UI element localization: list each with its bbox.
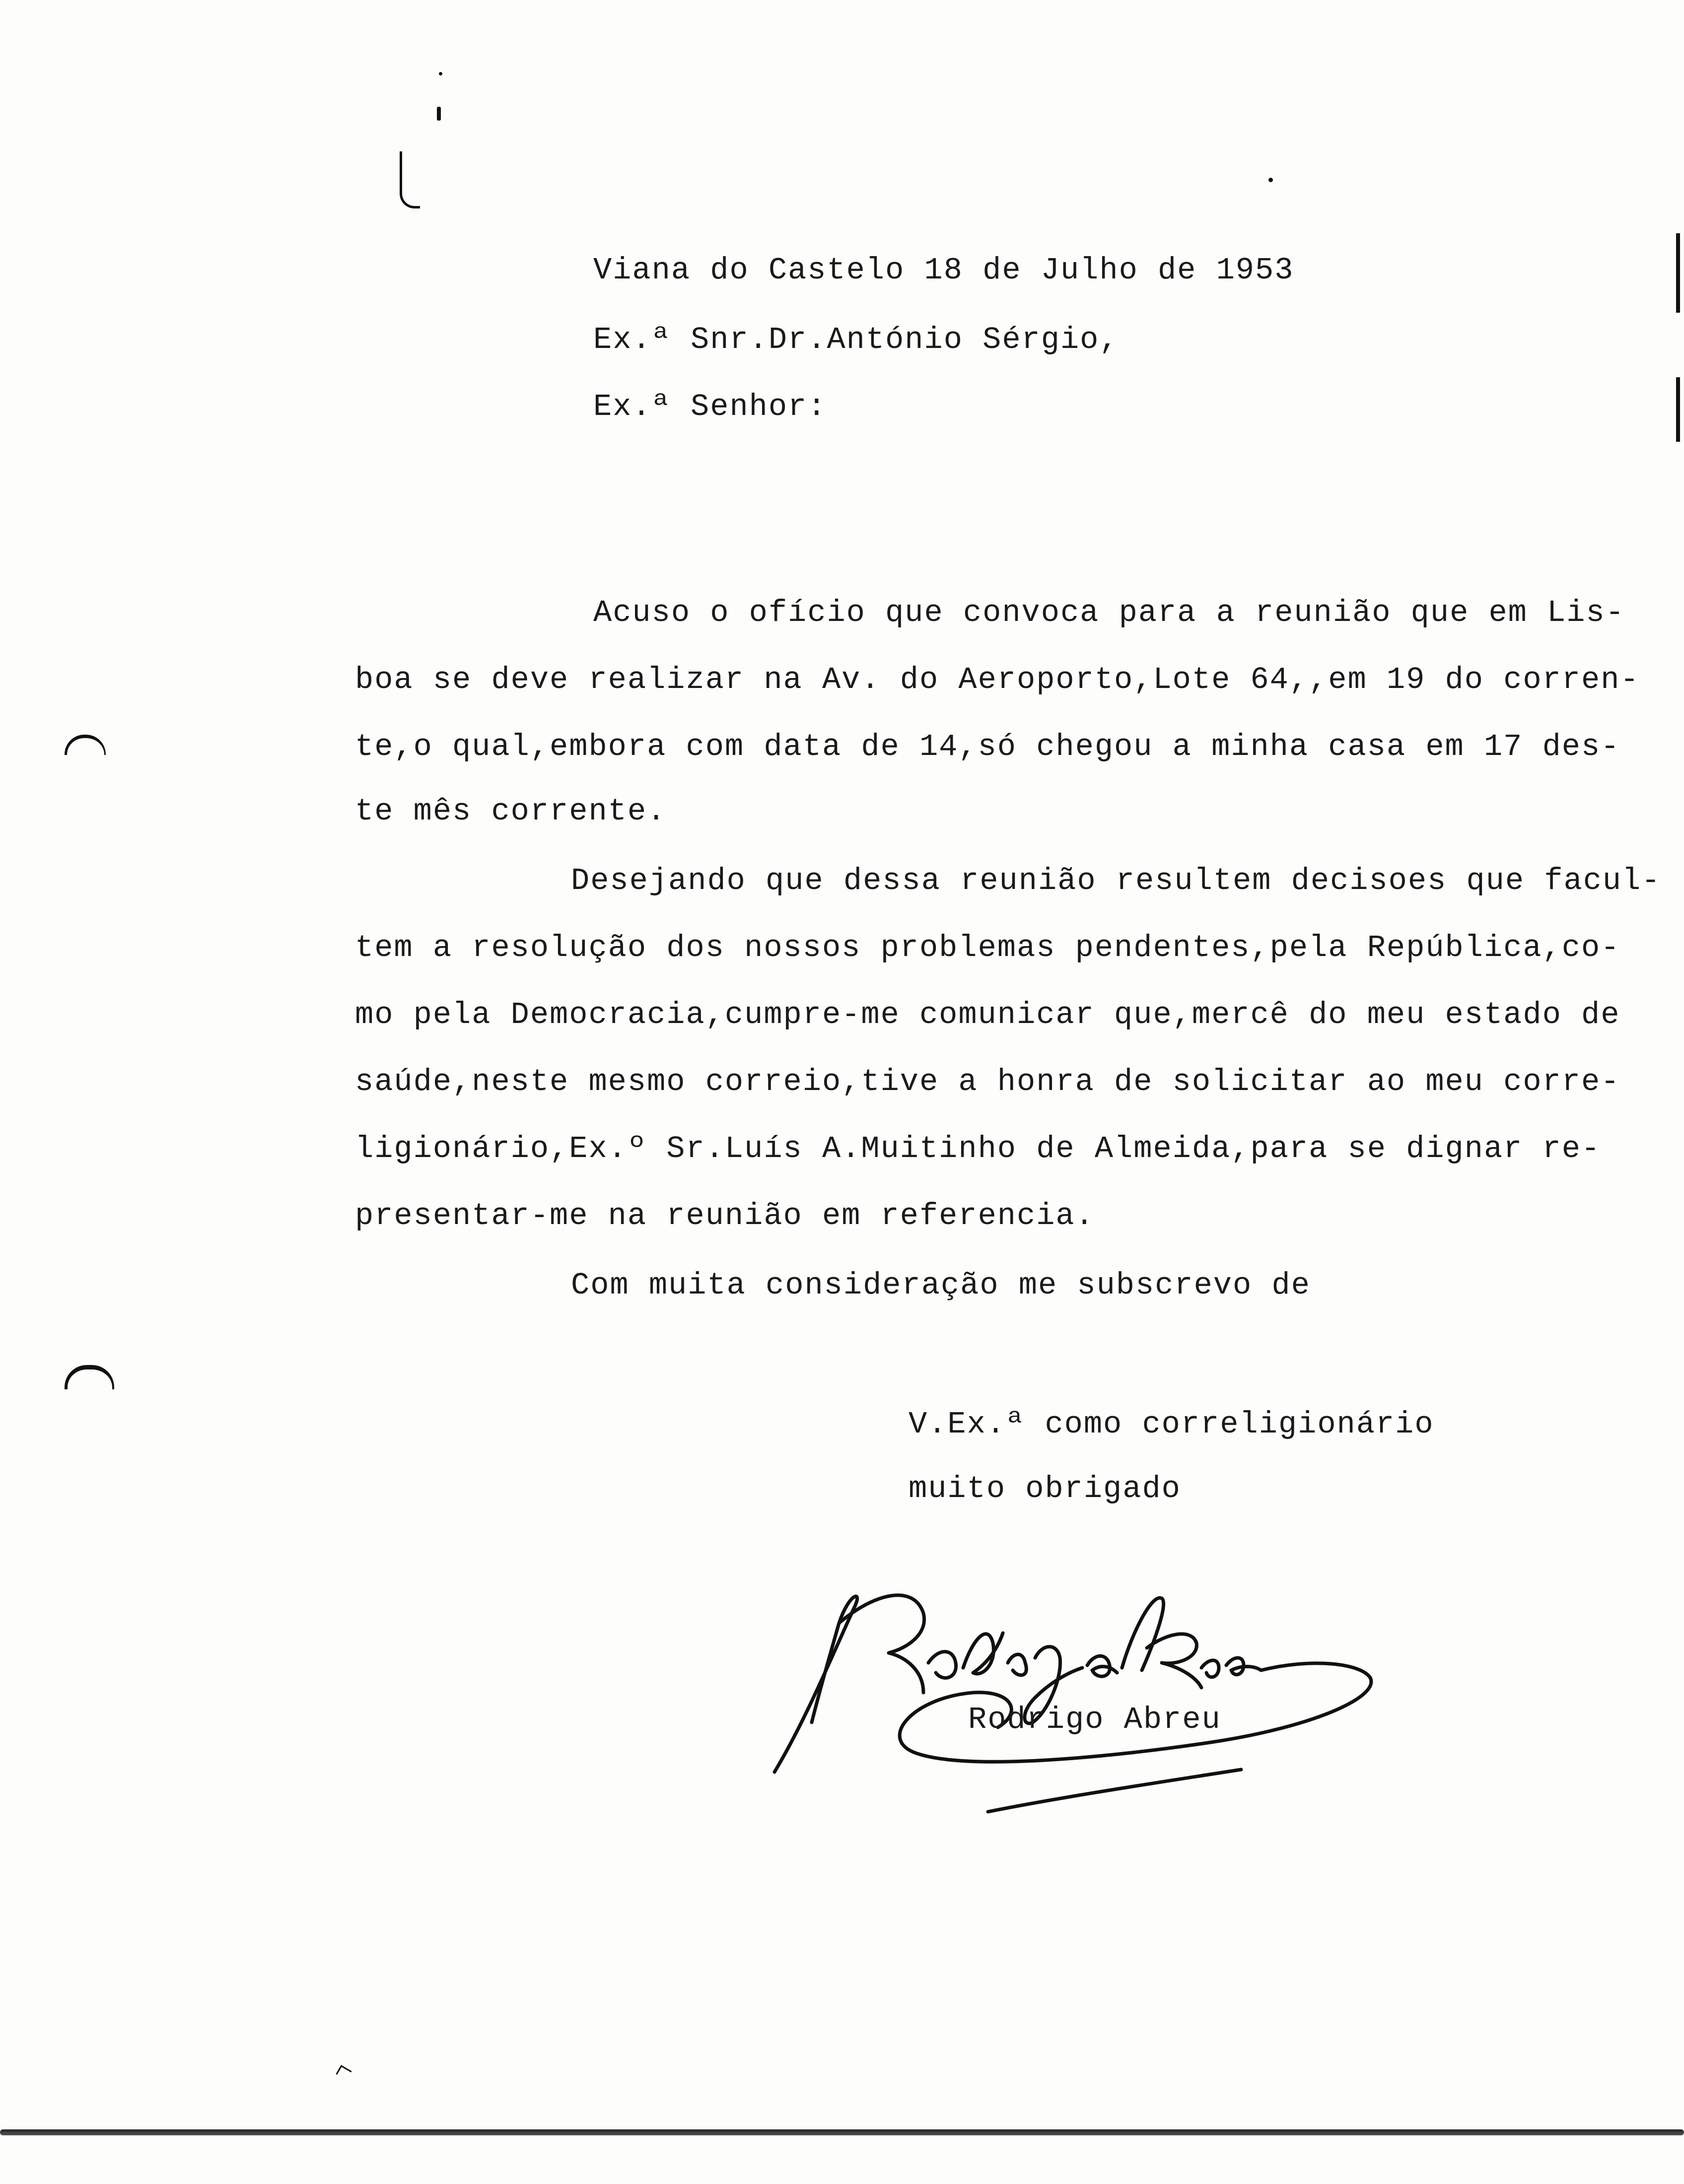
paragraph3-line: Com muita consideração me subscrevo de [571,1268,1311,1303]
handwritten-signature [765,1564,1390,1832]
hole-mark-upper [65,735,106,755]
paragraph2-line: Desejando que dessa reunião resultem decisoes que facul- [571,863,1661,898]
paragraph2-line: saúde,neste mesmo correio,tive a honra de solicitar ao meu corre- [355,1064,1620,1099]
signer-name: Rodrigo Abreu [968,1702,1221,1737]
page-bottom-edge [0,2129,1684,2135]
closing-line: muito obrigado [909,1471,1181,1506]
paragraph2-line: tem a resolução dos nossos problemas pendentes,pela República,co- [355,930,1620,965]
smudge-mark [336,2065,351,2080]
paragraph1-line: Acuso o ofício que convoca para a reunião que em Lis- [593,595,1625,630]
paragraph1-line: boa se deve realizar na Av. do Aeroporto,Lote 64,,em 19 do corren- [355,662,1640,697]
right-edge-mark-2 [1676,377,1680,442]
paragraph2-line: presentar-me na reunião em referencia. [355,1198,1095,1233]
addressee: Ex.ª Snr.Dr.António Sérgio, [593,322,1119,357]
paragraph1-line: te,o qual,embora com data de 14,só chegou a minha casa em 17 des- [355,729,1620,764]
dot-mark [1268,178,1273,182]
hole-mark-lower [65,1365,114,1389]
punch-mark-top [437,107,441,121]
paragraph2-line: ligionário,Ex.º Sr.Luís A.Muitinho de Almeida,para se dignar re- [355,1131,1601,1166]
paragraph1-line: te mês corrente. [355,794,667,829]
closing-line: V.Ex.ª como correligionário [909,1407,1434,1442]
paragraph2-line: mo pela Democracia,cumpre-me comunicar que,mercê do meu estado de [355,997,1620,1032]
right-edge-mark-1 [1676,233,1680,313]
place-date: Viana do Castelo 18 de Julho de 1953 [593,253,1294,288]
punch-mark-dot [439,72,442,75]
staple-mark [400,151,420,208]
salutation: Ex.ª Senhor: [593,389,827,424]
